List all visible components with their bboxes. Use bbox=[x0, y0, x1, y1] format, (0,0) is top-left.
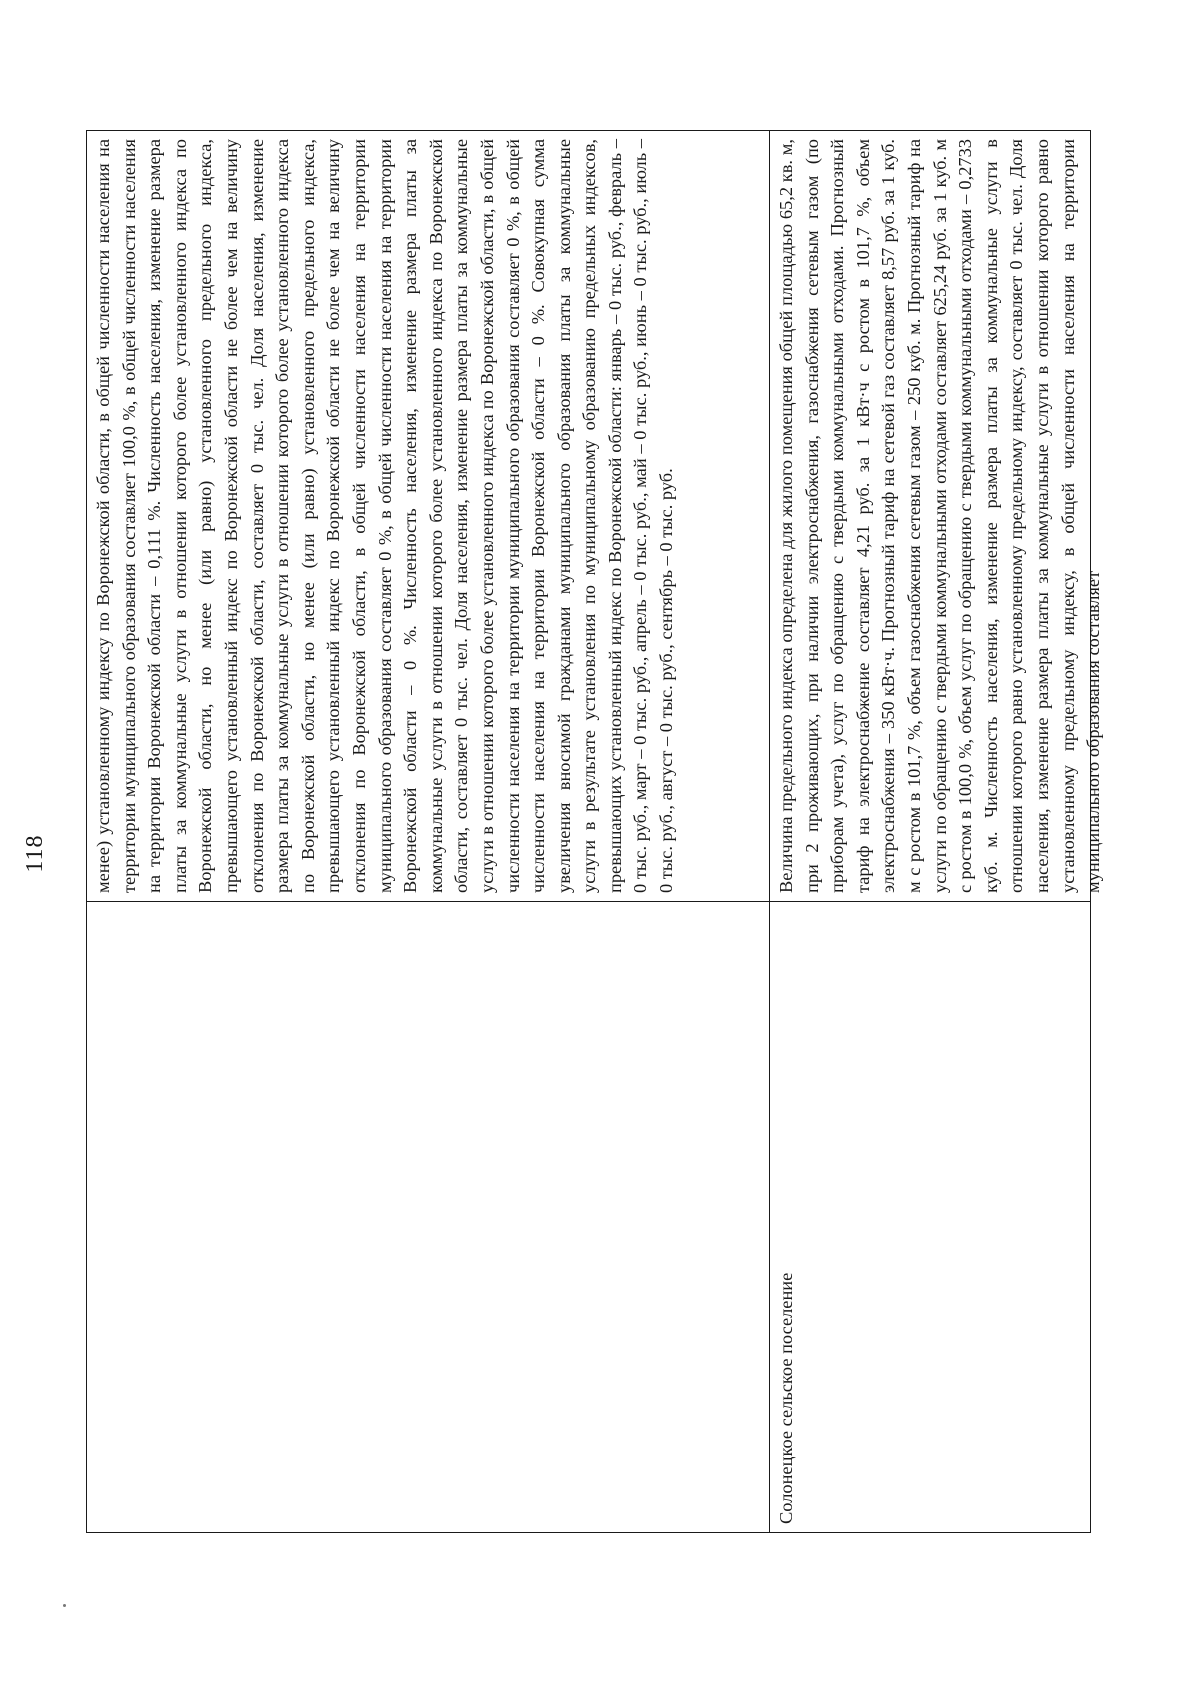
description-text: Величина предельного индекса определена для жилого помещения общей площадью 65,2 кв. м, при 2 проживающих, при наличии электроснабжения, газоснабжения сетевым газом (по приборам учета), услуг по обращению с твердыми коммунальными отходами. Прогнозный тариф на электроснабжение составляет 4,21 руб. за 1 кВт·ч с ростом в 101,7 %, объем электроснабжения – 350 кВт·ч. Прогнозный тариф на сетевой газ составляет 8,57 руб. за 1 куб. м с ростом в 101,7 %, объем газоснабжения сетевым газом – 250 куб. м. Прогнозный тариф на услуги по обращению с твердыми коммунальными отходами составляет 625,24 руб. за 1 куб. м с ростом в 100,0 %, объем услуг по обращению с твердыми коммунальными отходами – 0,2733 куб. м. Численность населения, изменение размера платы за коммунальные услуги в отношении которого равно установленному предельному индексу, составляет 0 тыс. чел. Доля населения, изменение размера платы за коммунальные услуги в отношении которого равно установленному предельному индексу, в общей численности населения на территории муниципального образования составляет bbox=[776, 139, 1104, 893]
description-cell bbox=[770, 131, 1104, 902]
municipal-index-table bbox=[86, 130, 1104, 1533]
scan-speck bbox=[63, 1604, 66, 1607]
table-row bbox=[770, 131, 1091, 1533]
page-number: 118 bbox=[22, 834, 48, 873]
description-cell bbox=[87, 131, 770, 902]
municipality-name: Солонецкое сельское поселение bbox=[776, 1272, 796, 1524]
description-text: менее) установленному индексу по Воронежской области, в общей численности населения на территории муниципального образования составляет 100,0 %, в общей численности населения на территории Воронежской области – 0,111 %. Численность населения, изменение размера платы за коммунальные услуги в отношении которого более установленного индекса по Воронежской области, но менее (или равно) установленного предельного индекса, превышающего установленный индекс по Воронежской области не более чем на величину отклонения по Воронежской области, составляет 0 тыс. чел. Доля населения, изменение размера платы за коммунальные услуги в отношении которого более установленного индекса по Воронежской области, но менее (или равно) установленного предельного индекса, превышающего установленный индекс по Воронежской области не более чем на величину отклонения по Воронежской области, в общей численности населения на территории муниципального образования составляет 0 %, в общей численности населения на территории Воронежской области – 0 %. Численность населения, изменение размера платы за коммунальные услуги в отношении которого более установленного индекса по Воронежской области, составляет 0 тыс. чел. Доля населения, изменение размера платы за коммунальные услуги в отношении которого более установленного индекса по Воронежской области, в общей численности населения на территории муниципального образования составляет 0 %, в общей численности населения на территории Воронежской области – 0 %. Совокупная сумма увеличения вносимой гражданами муниципального образования платы за коммунальные услуги в результате установления по муниципальному образованию предельных индексов, превышающих установленный индекс по Воронежской области: январь – 0 тыс. руб., февраль – 0 тыс. руб., март – 0 тыс. руб., апрель – 0 тыс. руб., май – 0 тыс. руб., июнь – 0 тыс. руб., июль – 0 тыс. руб., август – 0 тыс. руб., сентябрь – 0 тыс. руб. bbox=[93, 139, 677, 893]
table-row bbox=[87, 131, 770, 1533]
municipality-name-cell bbox=[87, 902, 770, 1533]
municipality-name-cell bbox=[770, 902, 1091, 1533]
